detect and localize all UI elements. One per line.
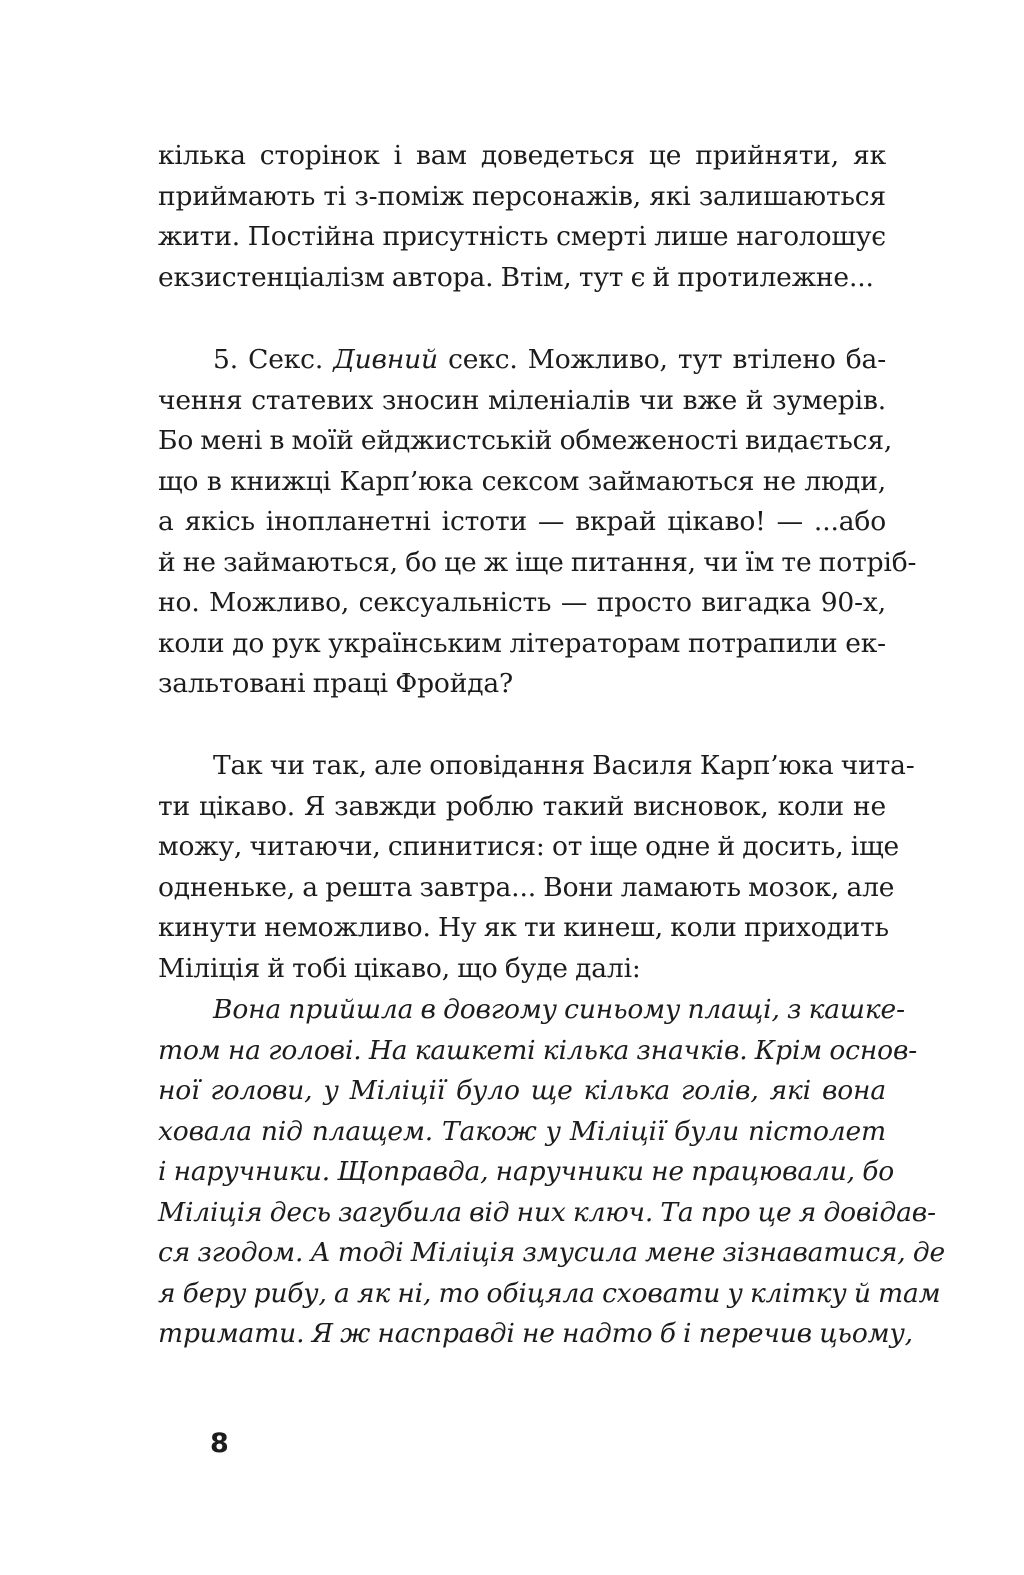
paragraph-line: жити. Постійна присутність смерті лише наголошує [158, 221, 886, 252]
paragraph-line: ти цікаво. Я завжди роблю такий висновок, коли не [158, 790, 886, 822]
quote-line: ховала під плащем. Також у Міліції були пістолет [158, 1115, 886, 1147]
paragraph-1 [158, 136, 886, 298]
paragraph-line: одненьке, а решта завтра... Вони ламають мозок, але [158, 871, 895, 903]
quote-line: ся згодом. А тоді Міліція змусила мене зізнаватися, де [158, 1237, 946, 1268]
quote-line: ної голови, у Міліції було ще кілька голів, які вона [158, 1075, 886, 1106]
quote-line: Вона прийшла в довгому синьому плащі, з кашке- [213, 994, 905, 1025]
paragraph-line: коли до рук українським літераторам потрапили ек- [158, 627, 886, 659]
paragraph-line: й не займаються, бо це ж іще питання, чи їм те потріб- [158, 546, 917, 578]
quote-line: Міліція десь загубила від них ключ. Та про це я довідав- [158, 1196, 936, 1228]
paragraph-line: а якісь інопланетні істоти — вкрай цікаво! — ...або [158, 506, 886, 537]
paragraph-line: кинути неможливо. Ну як ти кинеш, коли приходить [158, 912, 889, 943]
paragraph-line: приймають ті з-поміж персонажів, які залишаються [158, 180, 886, 212]
paragraph-line: зальтовані праці Фройда? [158, 668, 514, 699]
quote-line: я беру рибу, а як ні, то обіцяла сховати у клітку й там [158, 1277, 941, 1309]
paragraph-line: можу, читаючи, спинитися: от іще одне й досить, іще [158, 831, 900, 862]
paragraph-line: що в книжці Карп’юка сексом займаються не люди, [158, 465, 886, 497]
paragraph-line: Міліція й тобі цікаво, що буде далі: [158, 952, 641, 984]
paragraph-first-line [158, 340, 886, 381]
paragraph-line: но. Можливо, сексуальність — просто вигадка 90-х, [158, 587, 886, 618]
paragraph-3 [158, 746, 915, 989]
quote-line: том на голові. На кашкеті кілька значків. Крім основ- [158, 1034, 918, 1066]
paragraph-2 [158, 340, 917, 705]
paragraph-text-start: 5. Секс. [213, 344, 334, 375]
quote-block [158, 990, 946, 1355]
quote-line: тримати. Я ж насправді не надто б і перечив цьому, [158, 1318, 913, 1349]
paragraph-line: Бо мені в моїй ейджистській обмеженості видається, [158, 425, 893, 456]
paragraph-line: Так чи так, але оповідання Василя Карп’юка чита- [213, 750, 915, 781]
quote-line: і наручники. Щоправда, наручники не працювали, бо [158, 1156, 895, 1187]
paragraph-text-end: секс. Можливо, тут втілено ба- [437, 344, 886, 375]
italic-word: Дивний [333, 344, 438, 375]
page-number: 8 [210, 1428, 229, 1459]
paragraph-line: кілька сторінок і вам доведеться це прийняти, як [158, 140, 886, 171]
paragraph-line: екзистенціалізм автора. Втім, тут є й протилежне... [158, 261, 874, 293]
paragraph-line: чення статевих зносин міленіалів чи вже й зумерів. [158, 384, 886, 416]
